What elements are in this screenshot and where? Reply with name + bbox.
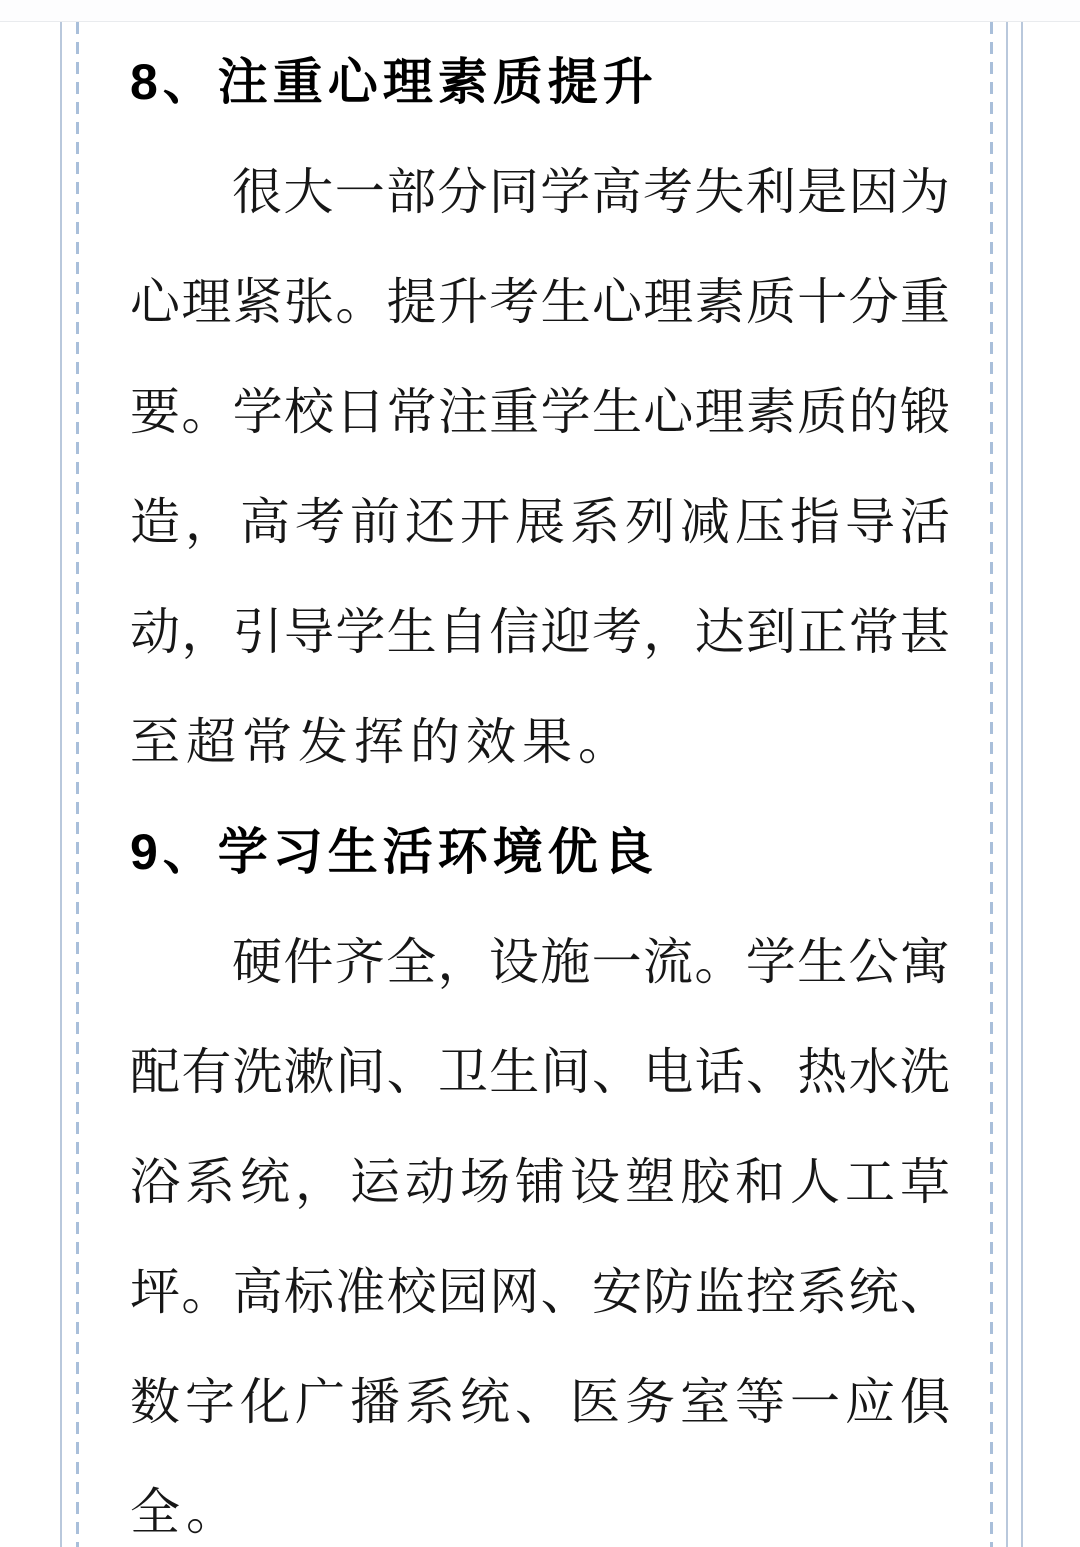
left-border-dashed-line: [76, 22, 79, 1547]
article-content: [130, 23, 950, 1547]
body-text-line: 造 ， 高 考 前 还 开 展 系 列 减 压 指 导 活: [130, 494, 950, 550]
body-text-line: 坪 。 高 标 准 校 园 网 、 安 防 监 控 系 统 、: [130, 1264, 950, 1320]
top-divider: [0, 21, 1080, 22]
body-text-line: 动 ， 引 导 学 生 自 信 迎 考 ， 达 到 正 常 甚: [130, 604, 950, 660]
section-heading: 9、学习生活环境优良: [130, 824, 658, 880]
body-text-line: 浴 系 统 ， 运 动 场 铺 设 塑 胶 和 人 工 草: [130, 1154, 950, 1210]
body-text-line: 心 理 紧 张 。 提 升 考 生 心 理 素 质 十 分 重: [130, 274, 950, 330]
right-border-solid-line-inner: [1006, 22, 1008, 1547]
body-text-line: 全。: [130, 1484, 242, 1540]
body-text-line: 配 有 洗 漱 间 、 卫 生 间 、 电 话 、 热 水 洗: [130, 1044, 950, 1100]
right-border-solid-line-outer: [1021, 22, 1023, 1547]
section-heading: 8、注重心理素质提升: [130, 54, 658, 110]
body-text-line: 硬 件 齐 全 ， 设 施 一 流 。 学 生 公 寓: [232, 934, 950, 990]
left-border-solid-line: [60, 22, 62, 1547]
body-text-line: 要 。 学 校 日 常 注 重 学 生 心 理 素 质 的 锻: [130, 384, 950, 440]
body-text-line: 至超常发挥的效果。: [130, 714, 634, 770]
body-text-line: 很 大 一 部 分 同 学 高 考 失 利 是 因 为: [232, 164, 950, 220]
body-text-line: 数 字 化 广 播 系 统 、 医 务 室 等 一 应 俱: [130, 1374, 950, 1430]
right-border-dashed-line: [990, 22, 993, 1547]
